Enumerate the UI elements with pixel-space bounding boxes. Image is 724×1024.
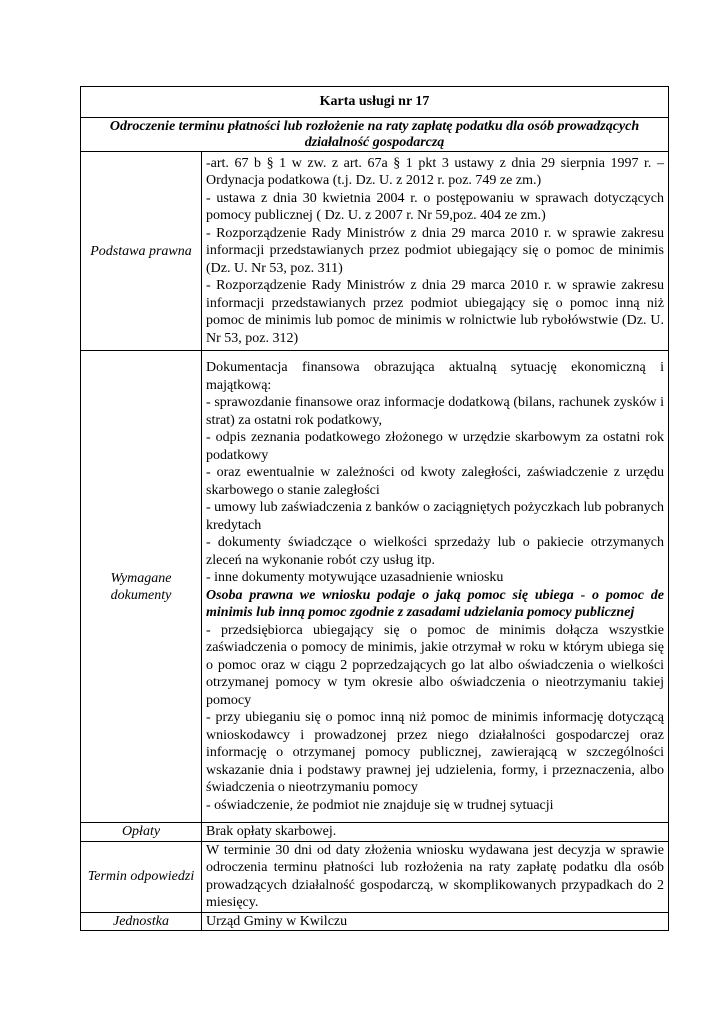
label-oplaty: Opłaty [81,823,202,842]
service-card-table [80,86,669,931]
document-item: - oświadczenie, że podmiot nie znajduje się w trudnej sytuacji [206,797,554,813]
label-jednostka: Jednostka [81,912,202,931]
document-item: - oraz ewentualnie w zależności od kwoty zaległości, zaświadczenie z urzędu skarbowego o stanie zaległości [206,465,664,498]
content-jednostka: Urząd Gminy w Kwilczu [202,912,669,931]
content-oplaty: Brak opłaty skarbowej. [202,823,669,842]
row-oplaty [81,823,669,842]
content-termin-odpowiedzi: W terminie 30 dni od daty złożenia wniosku wydawana jest decyzja w sprawie odroczenia terminu płatności lub rozłożenia na raty zapłatę podatku dla osób prowadzących działalność gospodarczą, w skomplikowanych przypadkach do 2 miesięcy. [202,841,669,912]
documents-intro: Dokumentacja finansowa obrazująca aktualną sytuację ekonomiczną i majątkową: [206,360,664,393]
documents-emphasis: Osoba prawna we wniosku podaje o jaką pomoc się ubiega - o pomoc de minimis lub inną pomoc zgodnie z zasadami udzielania pomocy publicznej [206,587,664,620]
card-subtitle: Odroczenie terminu płatności lub rozłożenie na raty zapłatę podatku dla osób prowadzących działalność gospodarczą [81,118,669,152]
legal-basis-line: -art. 67 b § 1 w zw. z art. 67a § 1 pkt 3 ustawy z dnia 29 sierpnia 1997 r. – Ordynacja podatkowa (t.j. Dz. U. z 2012 r. poz. 749 ze zm.) [206,155,664,189]
document-item: - umowy lub zaświadczenia z banków o zaciągniętych pożyczkach lub pobranych kredytach [206,500,664,533]
label-wymagane-dokumenty: Wymagane dokumenty [81,351,202,823]
legal-basis-line: - ustawa z dnia 30 kwietnia 2004 r. o postępowaniu w sprawach dotyczących pomocy publicznej ( Dz. U. z 2007 r. Nr 59,poz. 404 ze zm.) [206,190,664,224]
content-wymagane-dokumenty [202,351,669,823]
document-item: - przy ubieganiu się o pomoc inną niż pomoc de minimis informację dotyczącą wnioskodawcy i prowadzonej przez niego działalności gospodarczej oraz informację o otrzymanej pomocy publicznej, zawierającą w szczególności wskazanie dnia i podstawy prawnej jej udzielenia, formy, i przeznaczenia, albo świadczenia o nieotrzymaniu pomocy [206,710,664,795]
row-wymagane-dokumenty [81,351,669,823]
card-title: Karta usługi nr 17 [81,87,669,118]
document-item: - inne dokumenty motywujące uzasadnienie wniosku [206,570,504,585]
legal-basis-line: - Rozporządzenie Rady Ministrów z dnia 29 marca 2010 r. w sprawie zakresu informacji przedstawianych przez podmiot ubiegający się o pomoc de minimis (Dz. U. Nr 53, poz. 311) [206,225,664,276]
content-podstawa-prawna [202,152,669,351]
legal-basis-line: - Rozporządzenie Rady Ministrów z dnia 29 marca 2010 r. w sprawie zakresu informacji przedstawianych przez podmiot ubiegający się o pomoc inną niż pomoc de minimis lub pomoc de minimis w rolnictwie lub rybołówstwie (Dz. U. Nr 53, poz. 312) [206,278,664,346]
label-termin-odpowiedzi: Termin odpowiedzi [81,841,202,912]
document-item: - sprawozdanie finansowe oraz informacje dodatkową (bilans, rachunek zysków i strat) za ostatni rok podatkowy, [206,395,664,428]
document-item: - odpis zeznania podatkowego złożonego w urzędzie skarbowym za ostatni rok podatkowy [206,430,664,463]
row-jednostka [81,912,669,931]
document-item: - przedsiębiorca ubiegający się o pomoc de minimis dołącza wszystkie zaświadczenia o pomocy de minimis, jakie otrzymał w roku w którym ubiega się o pomoc oraz w ciągu 2 poprzedzających go lat albo oświadczenia o wielkości otrzymanej pomocy w tym okresie albo oświadczenia o nieotrzymaniu takiej pomocy [206,622,664,708]
row-podstawa-prawna [81,152,669,351]
row-termin-odpowiedzi [81,841,669,912]
document-item: - dokumenty świadczące o wielkości sprzedaży lub o pakiecie otrzymanych zleceń na wykonanie robót czy usług itp. [206,535,664,568]
label-podstawa-prawna: Podstawa prawna [81,152,202,351]
